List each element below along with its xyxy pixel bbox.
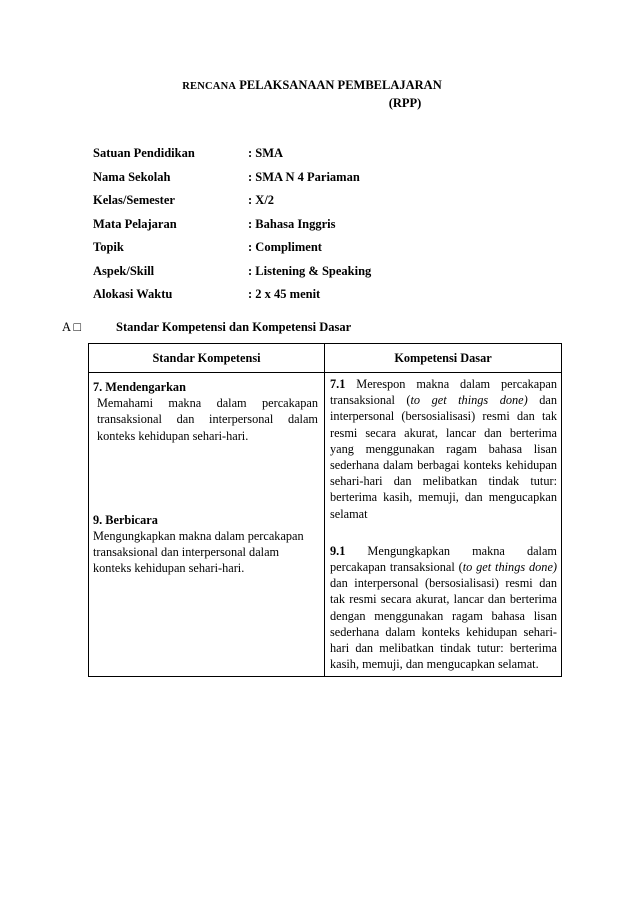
identity-label: Kelas/Semester xyxy=(93,193,175,207)
identity-value: : X/2 xyxy=(248,193,275,207)
kd-text-before: Merespon makna dalam percakapan transaksional ( xyxy=(330,377,557,408)
sk-title: 7. Mendengarkan xyxy=(93,380,186,394)
identity-row xyxy=(93,264,513,288)
identity-value: : SMA xyxy=(248,146,284,160)
identity-value: : Bahasa Inggris xyxy=(248,216,336,231)
identity-row xyxy=(93,240,513,264)
section-title: Standar Kompetensi dan Kompetensi Dasar xyxy=(116,320,352,334)
sk-text: Mengungkapkan makna dalam percakapan transaksional dan interpersonal dalam konteks kehidupan sehari-hari. xyxy=(93,529,304,576)
identity-label: Nama Sekolah xyxy=(93,169,171,184)
kd-cell xyxy=(325,373,562,677)
kd-text xyxy=(330,376,557,522)
kd-text-before: Mengungkapkan makna dalam percakapan transaksional ( xyxy=(330,543,557,575)
identity-row xyxy=(93,193,513,217)
identity-label: Alokasi Waktu xyxy=(93,287,173,301)
identity-block xyxy=(93,146,513,311)
kd-number: 7.1 xyxy=(330,377,346,391)
document-title xyxy=(0,77,638,112)
table-row xyxy=(89,373,562,677)
table-header-row xyxy=(89,344,562,373)
kd-text-after: dan interpersonal (bersosialisasi) resmi dan tak resmi secara akurat, lancar dan berterima dengan menggunakan ragam bahasa lisan sederhana dalam konteks kehidupan sehari-hari dan melibatkan tindak tutur: berterima kasih, memuji, dan mengucapkan selamat. xyxy=(330,576,557,672)
section-a-heading xyxy=(62,320,351,335)
sk-title-rest: . Berbicara xyxy=(99,512,158,527)
identity-row xyxy=(93,146,513,170)
title-line-1 xyxy=(0,77,638,95)
identity-value: : Listening & Speaking xyxy=(248,263,372,278)
kd-text-after: dan interpersonal (bersosialisasi) resmi dan tak resmi secara akurat, lancar dan berterima yang menggunakan ragam bahasa lisan sederhana dalam berbagai konteks kehidupan sehari-hari dan melibatkan tindak tutur: berterima kasih, memuji, dan mengucapkan selamat xyxy=(330,393,557,521)
kd-text xyxy=(330,543,557,673)
title-line-2: (RPP) xyxy=(388,96,422,110)
identity-label: Aspek/Skill xyxy=(93,263,155,278)
identity-row xyxy=(93,170,513,194)
identity-value: : Compliment xyxy=(248,240,322,254)
title-prefix: RENCANA xyxy=(182,81,237,92)
identity-value: : 2 x 45 menit xyxy=(248,287,321,301)
identity-row xyxy=(93,287,513,311)
sk-cell xyxy=(89,373,325,677)
kd-italic: to get things done) xyxy=(462,560,558,575)
sk-text: Memahami makna dalam percakapan transaksional dan interpersonal dalam konteks kehidupan sehari-hari. xyxy=(97,396,318,443)
sk-title xyxy=(93,512,318,528)
kd-number: 9.1 xyxy=(330,543,346,558)
identity-label: Mata Pelajaran xyxy=(93,216,177,231)
identity-row xyxy=(93,217,513,241)
identity-label: Satuan Pendidikan xyxy=(93,146,195,160)
section-marker: A □ xyxy=(62,320,82,334)
sk-number: 9 xyxy=(93,512,100,527)
kd-italic: to get things done) xyxy=(410,393,528,408)
header-standar-kompetensi: Standar Kompetensi xyxy=(89,344,325,373)
competency-table xyxy=(88,343,562,677)
title-main: PELAKSANAAN PEMBELAJARAN xyxy=(239,78,442,92)
header-kompetensi-dasar: Kompetensi Dasar xyxy=(325,344,562,373)
identity-label: Topik xyxy=(93,240,124,254)
identity-value: : SMA N 4 Pariaman xyxy=(248,169,360,184)
